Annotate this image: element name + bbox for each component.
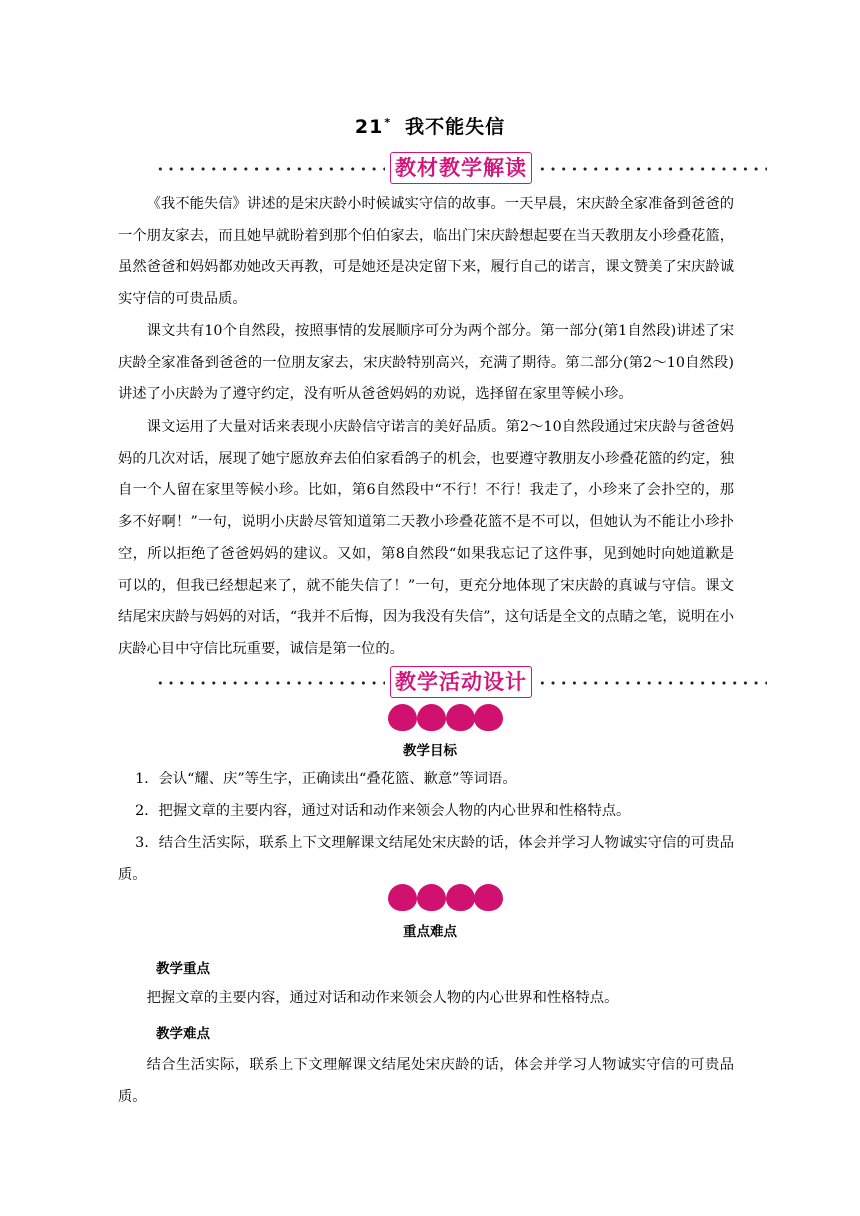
dotted-rule-left — [155, 166, 385, 172]
difficulty-heading: 教学难点 — [156, 1026, 210, 1042]
reading-paragraph-3: 课文运用了大量对话来表现小庆龄信守诺言的美好品质。第2～10自然段通过宋庆龄与爸爸妈妈的几次对话，展现了她宁愿放弃去伯伯家看鸽子的机会，也要遵守教朋友小珍叠花篮的约定，独自一个人留在家里等候小珍。比如，第6自然段中“不行！不行！我走了，小珍来了会扑空的，那多不好啊！”一句，说明小庆龄尽管知道第二天教小珍叠花篮不是不可以，但她认为不能让小珍扑空，所以拒绝了爸爸妈妈的建议。又如，第8自然段“如果我忘记了这件事，见到她时向她道歉是可以的，但我已经想起来了，就不能失信了！”一句，更充分地体现了宋庆龄的真诚与守信。课文结尾宋庆龄与妈妈的对话，“我并不后悔，因为我没有失信”，这句话是全文的点睛之笔，说明在小庆龄心目中守信比玩重要，诚信是第一位的。 — [118, 419, 734, 657]
optional-lesson-mark: * — [384, 116, 392, 129]
dotted-rule-left — [155, 680, 385, 686]
section-divider-design — [155, 666, 767, 700]
goal-item-1: 1．会认“耀、庆”等生字，正确读出“叠花篮、歉意”等词语。 — [135, 771, 517, 787]
dotted-rule-right — [537, 680, 767, 686]
section-label-design: 教学活动设计 — [390, 666, 532, 698]
goal-item-2: 2．把握文章的主要内容，通过对话和动作来领会人物的内心世界和性格特点。 — [135, 803, 631, 819]
bubble-icon — [388, 884, 417, 911]
reading-paragraph-2: 课文共有10个自然段，按照事情的发展顺序可分为两个部分。第一部分(第1自然段)讲述了宋庆龄全家准备到爸爸的一位朋友家去，宋庆龄特别高兴，充满了期待。第二部分(第2～10自然段)讲述了小庆龄为了遵守约定，没有听从爸爸妈妈的劝说，选择留在家里等候小珍。 — [118, 323, 734, 403]
decorative-bubbles — [388, 704, 504, 732]
bubble-icon — [446, 884, 475, 911]
bubble-icon — [388, 704, 417, 731]
bubble-icon — [417, 884, 446, 911]
reading-paragraph-1: 《我不能失信》讲述的是宋庆龄小时候诚实守信的故事。一天早晨，宋庆龄全家准备到爸爸的一个朋友家去，而且她早就盼着到那个伯伯家去，临出门宋庆龄想起要在当天教朋友小珍叠花篮，虽然爸爸和妈妈都劝她改天再教，可是她还是决定留下来，履行自己的诺言，课文赞美了宋庆龄诚实守信的可贵品质。 — [118, 196, 734, 308]
decorative-bubbles — [388, 884, 504, 912]
lesson-title-text: 我不能失信 — [405, 116, 506, 138]
bubble-icon — [474, 884, 503, 911]
section-divider-reading — [155, 152, 767, 186]
goal-item-3: 3．结合生活实际，联系上下文理解课文结尾处宋庆龄的话，体会并学习人物诚实守信的可贵品质。 — [118, 835, 734, 883]
lesson-number: 21 — [354, 116, 384, 138]
section-label-reading: 教材教学解读 — [390, 152, 532, 184]
difficulty-text: 结合生活实际，联系上下文理解课文结尾处宋庆龄的话，体会并学习人物诚实守信的可贵品质。 — [118, 1057, 734, 1105]
bubble-icon — [446, 704, 475, 731]
goals-heading: 教学目标 — [403, 743, 457, 759]
lesson-title — [0, 112, 860, 139]
bubble-icon — [474, 704, 503, 731]
bubble-icon — [417, 704, 446, 731]
keypoints-heading: 重点难点 — [403, 924, 457, 940]
focus-text: 把握文章的主要内容，通过对话和动作来领会人物的内心世界和性格特点。 — [146, 990, 619, 1006]
focus-heading: 教学重点 — [156, 961, 210, 977]
dotted-rule-right — [537, 166, 767, 172]
